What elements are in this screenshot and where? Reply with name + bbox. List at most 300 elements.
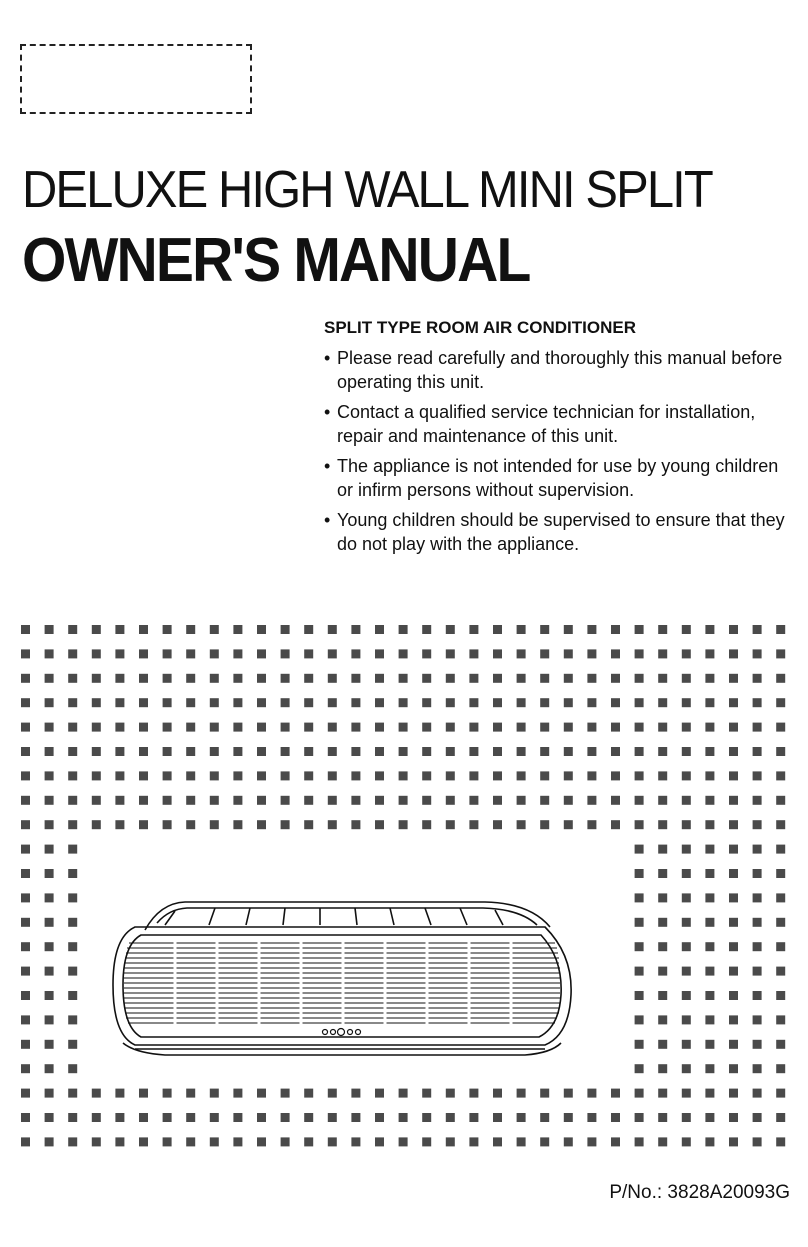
pattern-square <box>635 747 644 756</box>
pattern-square <box>446 1089 455 1098</box>
pattern-square <box>776 991 785 1000</box>
pattern-square <box>304 625 313 634</box>
pattern-square <box>210 771 219 780</box>
pattern-square <box>210 1113 219 1122</box>
pattern-square <box>375 820 384 829</box>
pattern-square <box>705 625 714 634</box>
pattern-square <box>705 771 714 780</box>
pattern-square <box>139 723 148 732</box>
pattern-square <box>328 625 337 634</box>
pattern-square <box>45 625 54 634</box>
pattern-square <box>351 1089 360 1098</box>
document-title: DELUXE HIGH WALL MINI SPLIT <box>22 161 712 219</box>
pattern-square <box>564 1113 573 1122</box>
pattern-square <box>776 1064 785 1073</box>
pattern-square <box>469 747 478 756</box>
pattern-square <box>281 625 290 634</box>
pattern-square <box>115 1113 124 1122</box>
pattern-square <box>776 1113 785 1122</box>
pattern-square <box>446 1137 455 1146</box>
pattern-square <box>257 1137 266 1146</box>
pattern-square <box>753 1040 762 1049</box>
pattern-square <box>45 1015 54 1024</box>
pattern-square <box>139 771 148 780</box>
pattern-square <box>422 820 431 829</box>
pattern-square <box>776 1089 785 1098</box>
pattern-square <box>21 771 30 780</box>
pattern-square <box>68 1040 77 1049</box>
pattern-square <box>635 1137 644 1146</box>
pattern-square <box>517 1089 526 1098</box>
pattern-square <box>45 649 54 658</box>
pattern-square <box>163 747 172 756</box>
pattern-square <box>517 1137 526 1146</box>
pattern-square <box>351 674 360 683</box>
pattern-square <box>115 723 124 732</box>
pattern-square <box>635 1064 644 1073</box>
pattern-square <box>257 723 266 732</box>
pattern-square <box>517 1113 526 1122</box>
pattern-square <box>68 820 77 829</box>
pattern-square <box>21 942 30 951</box>
pattern-square <box>21 1015 30 1024</box>
pattern-square <box>210 796 219 805</box>
pattern-square <box>611 1089 620 1098</box>
pattern-square <box>328 820 337 829</box>
pattern-square <box>45 1137 54 1146</box>
pattern-square <box>540 771 549 780</box>
pattern-square <box>92 771 101 780</box>
pattern-square <box>399 1137 408 1146</box>
pattern-square <box>68 1137 77 1146</box>
pattern-square <box>21 1113 30 1122</box>
pattern-square <box>682 1089 691 1098</box>
bullet-text: Contact a qualified service technician for installation, repair and maintenance of this unit. <box>337 402 756 446</box>
pattern-square <box>469 625 478 634</box>
pattern-square <box>328 674 337 683</box>
pattern-square <box>399 747 408 756</box>
pattern-square <box>45 674 54 683</box>
pattern-square <box>682 1113 691 1122</box>
pattern-square <box>328 1113 337 1122</box>
pattern-square <box>45 991 54 1000</box>
pattern-square <box>705 747 714 756</box>
pattern-square <box>753 1089 762 1098</box>
pattern-square <box>281 649 290 658</box>
pattern-square <box>163 698 172 707</box>
pattern-square <box>776 942 785 951</box>
pattern-square <box>422 674 431 683</box>
pattern-square <box>21 796 30 805</box>
pattern-square <box>493 1137 502 1146</box>
pattern-square <box>139 625 148 634</box>
pattern-square <box>517 820 526 829</box>
pattern-square <box>257 674 266 683</box>
pattern-square <box>68 991 77 1000</box>
pattern-square <box>469 674 478 683</box>
pattern-square <box>281 723 290 732</box>
pattern-square <box>753 991 762 1000</box>
pattern-square <box>446 674 455 683</box>
pattern-square <box>729 942 738 951</box>
pattern-square <box>587 1113 596 1122</box>
pattern-square <box>587 1089 596 1098</box>
pattern-square <box>281 820 290 829</box>
pattern-square <box>682 771 691 780</box>
pattern-square <box>729 698 738 707</box>
pattern-square <box>21 625 30 634</box>
pattern-square <box>705 820 714 829</box>
pattern-square <box>611 1113 620 1122</box>
pattern-square <box>45 796 54 805</box>
pattern-square <box>375 625 384 634</box>
pattern-square <box>399 771 408 780</box>
pattern-square <box>635 625 644 634</box>
pattern-square <box>139 674 148 683</box>
pattern-square <box>564 698 573 707</box>
pattern-square <box>399 698 408 707</box>
pattern-square <box>446 723 455 732</box>
pattern-square <box>682 625 691 634</box>
pattern-square <box>92 723 101 732</box>
pattern-square <box>375 771 384 780</box>
pattern-square <box>682 918 691 927</box>
pattern-square <box>92 674 101 683</box>
pattern-square <box>257 1089 266 1098</box>
pattern-square <box>233 1113 242 1122</box>
pattern-square <box>729 723 738 732</box>
pattern-square <box>635 1015 644 1024</box>
pattern-square <box>68 747 77 756</box>
pattern-square <box>304 674 313 683</box>
pattern-square <box>233 698 242 707</box>
pattern-square <box>611 747 620 756</box>
pattern-square <box>682 967 691 976</box>
pattern-square <box>375 1113 384 1122</box>
pattern-square <box>115 820 124 829</box>
pattern-square <box>328 796 337 805</box>
pattern-square <box>705 796 714 805</box>
pattern-square <box>587 771 596 780</box>
pattern-square <box>68 942 77 951</box>
pattern-square <box>186 796 195 805</box>
pattern-square <box>351 649 360 658</box>
pattern-square <box>281 1113 290 1122</box>
pattern-square <box>233 771 242 780</box>
pattern-square <box>635 967 644 976</box>
pattern-square <box>68 625 77 634</box>
pattern-square <box>517 698 526 707</box>
pattern-square <box>658 845 667 854</box>
pattern-square <box>729 674 738 683</box>
pattern-square <box>92 698 101 707</box>
pattern-square <box>776 1137 785 1146</box>
pattern-square <box>682 649 691 658</box>
pattern-square <box>587 820 596 829</box>
pattern-square <box>729 747 738 756</box>
pattern-square <box>422 771 431 780</box>
pattern-square <box>658 942 667 951</box>
pattern-square <box>611 649 620 658</box>
pattern-square <box>45 1113 54 1122</box>
pattern-square <box>68 967 77 976</box>
indoor-air-conditioner-unit-icon <box>105 895 575 1065</box>
pattern-square <box>45 869 54 878</box>
pattern-square <box>233 1089 242 1098</box>
pattern-square <box>776 1040 785 1049</box>
pattern-square <box>540 820 549 829</box>
pattern-square <box>493 771 502 780</box>
pattern-square <box>139 1113 148 1122</box>
pattern-square <box>210 820 219 829</box>
pattern-square <box>635 649 644 658</box>
pattern-square <box>351 747 360 756</box>
pattern-square <box>564 771 573 780</box>
pattern-square <box>257 649 266 658</box>
pattern-square <box>753 649 762 658</box>
pattern-square <box>564 674 573 683</box>
pattern-square <box>375 796 384 805</box>
pattern-square <box>68 723 77 732</box>
pattern-square <box>45 845 54 854</box>
pattern-square <box>658 649 667 658</box>
pattern-square <box>351 820 360 829</box>
pattern-square <box>68 1015 77 1024</box>
pattern-square <box>45 698 54 707</box>
bullet-icon: • <box>324 510 331 530</box>
pattern-square <box>210 674 219 683</box>
pattern-square <box>328 771 337 780</box>
pattern-square <box>210 1089 219 1098</box>
pattern-square <box>257 625 266 634</box>
pattern-square <box>682 942 691 951</box>
pattern-square <box>45 1089 54 1098</box>
pattern-square <box>399 723 408 732</box>
pattern-square <box>186 747 195 756</box>
pattern-square <box>682 698 691 707</box>
pattern-square <box>682 674 691 683</box>
pattern-square <box>163 796 172 805</box>
pattern-square <box>611 698 620 707</box>
pattern-square <box>705 1113 714 1122</box>
bullet-icon: • <box>324 348 331 368</box>
pattern-square <box>422 1137 431 1146</box>
pattern-square <box>257 796 266 805</box>
pattern-square <box>682 1040 691 1049</box>
pattern-square <box>92 1137 101 1146</box>
pattern-square <box>45 723 54 732</box>
pattern-square <box>304 1137 313 1146</box>
pattern-square <box>658 698 667 707</box>
pattern-square <box>233 625 242 634</box>
pattern-square <box>540 747 549 756</box>
pattern-square <box>635 991 644 1000</box>
pattern-square <box>776 698 785 707</box>
pattern-square <box>564 1089 573 1098</box>
part-number: P/No.: 3828A20093G <box>609 1182 790 1203</box>
pattern-square <box>705 1137 714 1146</box>
pattern-square <box>705 698 714 707</box>
pattern-square <box>92 796 101 805</box>
pattern-square <box>68 771 77 780</box>
pattern-square <box>68 649 77 658</box>
pattern-square <box>21 1064 30 1073</box>
pattern-square <box>469 698 478 707</box>
pattern-square <box>281 1089 290 1098</box>
pattern-square <box>729 893 738 902</box>
pattern-square <box>422 796 431 805</box>
pattern-square <box>753 698 762 707</box>
pattern-square <box>115 796 124 805</box>
pattern-square <box>776 649 785 658</box>
pattern-square <box>45 820 54 829</box>
pattern-square <box>281 747 290 756</box>
pattern-square <box>753 893 762 902</box>
pattern-square <box>115 625 124 634</box>
pattern-square <box>304 820 313 829</box>
pattern-square <box>587 649 596 658</box>
pattern-square <box>776 967 785 976</box>
pattern-square <box>753 845 762 854</box>
pattern-square <box>210 747 219 756</box>
pattern-square <box>21 1040 30 1049</box>
pattern-square <box>45 918 54 927</box>
pattern-square <box>351 625 360 634</box>
pattern-square <box>611 723 620 732</box>
pattern-square <box>635 723 644 732</box>
pattern-square <box>21 869 30 878</box>
pattern-square <box>163 723 172 732</box>
pattern-square <box>587 674 596 683</box>
pattern-square <box>753 1137 762 1146</box>
pattern-square <box>658 747 667 756</box>
pattern-square <box>21 991 30 1000</box>
pattern-square <box>68 893 77 902</box>
pattern-square <box>233 723 242 732</box>
pattern-square <box>186 1089 195 1098</box>
pattern-square <box>682 893 691 902</box>
pattern-square <box>399 674 408 683</box>
pattern-square <box>705 1015 714 1024</box>
pattern-square <box>469 771 478 780</box>
pattern-square <box>776 869 785 878</box>
pattern-square <box>328 1137 337 1146</box>
pattern-square <box>753 747 762 756</box>
pattern-square <box>658 893 667 902</box>
pattern-square <box>705 918 714 927</box>
pattern-square <box>753 1064 762 1073</box>
pattern-square <box>186 674 195 683</box>
pattern-square <box>776 918 785 927</box>
pattern-square <box>399 625 408 634</box>
pattern-square <box>682 723 691 732</box>
pattern-square <box>163 820 172 829</box>
pattern-square <box>658 796 667 805</box>
pattern-square <box>753 1113 762 1122</box>
pattern-square <box>469 1089 478 1098</box>
pattern-square <box>21 698 30 707</box>
pattern-square <box>163 1113 172 1122</box>
pattern-square <box>399 1113 408 1122</box>
pattern-square <box>446 747 455 756</box>
pattern-square <box>21 1137 30 1146</box>
pattern-square <box>186 1113 195 1122</box>
pattern-square <box>92 1089 101 1098</box>
pattern-square <box>21 649 30 658</box>
pattern-square <box>115 771 124 780</box>
pattern-square <box>658 1113 667 1122</box>
pattern-square <box>753 796 762 805</box>
pattern-square <box>753 625 762 634</box>
pattern-square <box>257 771 266 780</box>
pattern-square <box>682 796 691 805</box>
pattern-square <box>92 747 101 756</box>
pattern-square <box>635 942 644 951</box>
pattern-square <box>399 820 408 829</box>
pattern-square <box>68 674 77 683</box>
pattern-square <box>210 1137 219 1146</box>
pattern-square <box>658 967 667 976</box>
pattern-square <box>658 918 667 927</box>
pattern-square <box>611 796 620 805</box>
pattern-square <box>635 1113 644 1122</box>
pattern-square <box>375 674 384 683</box>
pattern-square <box>776 820 785 829</box>
pattern-square <box>469 796 478 805</box>
pattern-square <box>422 747 431 756</box>
pattern-square <box>45 1040 54 1049</box>
pattern-square <box>729 625 738 634</box>
pattern-square <box>611 625 620 634</box>
pattern-square <box>493 747 502 756</box>
pattern-square <box>705 893 714 902</box>
pattern-square <box>705 869 714 878</box>
pattern-square <box>233 649 242 658</box>
pattern-square <box>233 820 242 829</box>
document-subtitle: OWNER'S MANUAL <box>22 226 530 295</box>
pattern-square <box>587 747 596 756</box>
pattern-square <box>729 1089 738 1098</box>
pattern-square <box>422 723 431 732</box>
pattern-square <box>139 1137 148 1146</box>
pattern-square <box>729 771 738 780</box>
pattern-square <box>682 869 691 878</box>
pattern-square <box>45 893 54 902</box>
pattern-square <box>139 649 148 658</box>
pattern-square <box>469 1113 478 1122</box>
pattern-square <box>68 845 77 854</box>
pattern-square <box>446 771 455 780</box>
pattern-square <box>635 1040 644 1049</box>
pattern-square <box>469 1137 478 1146</box>
pattern-square <box>469 723 478 732</box>
pattern-square <box>422 1089 431 1098</box>
pattern-square <box>92 625 101 634</box>
pattern-square <box>92 820 101 829</box>
pattern-square <box>92 649 101 658</box>
pattern-square <box>21 893 30 902</box>
pattern-square <box>729 918 738 927</box>
pattern-square <box>729 1113 738 1122</box>
pattern-square <box>635 869 644 878</box>
pattern-square <box>469 649 478 658</box>
pattern-square <box>776 845 785 854</box>
pattern-square <box>729 796 738 805</box>
pattern-square <box>328 747 337 756</box>
pattern-square <box>115 649 124 658</box>
pattern-square <box>705 1064 714 1073</box>
pattern-square <box>729 649 738 658</box>
